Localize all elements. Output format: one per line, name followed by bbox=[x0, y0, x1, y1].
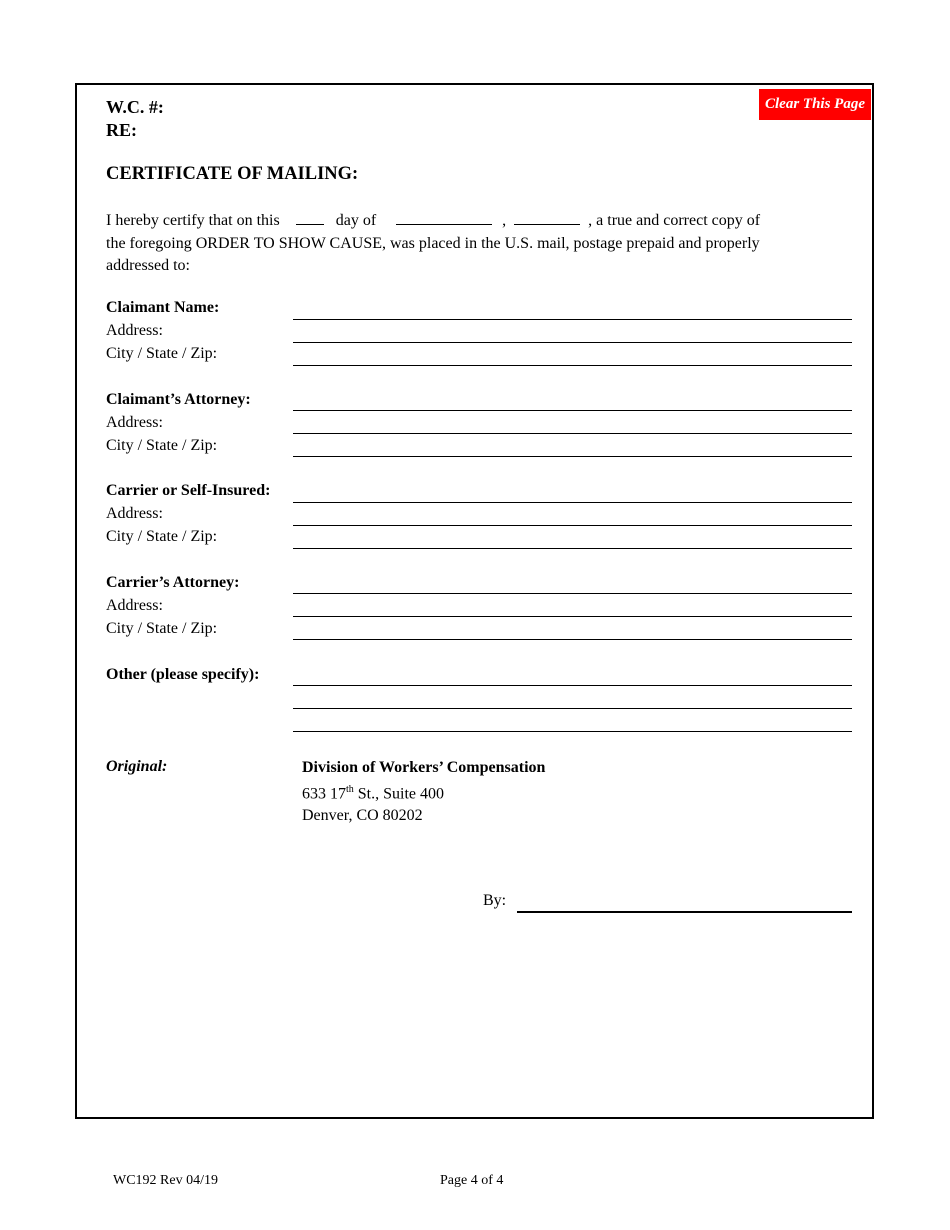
claimant-attorney-field[interactable] bbox=[293, 410, 852, 411]
carrier-attorney-city-field[interactable] bbox=[293, 639, 852, 640]
by-label: By: bbox=[483, 892, 507, 909]
year-field[interactable] bbox=[514, 210, 580, 225]
carrier-address-field[interactable] bbox=[293, 525, 852, 526]
street-suffix: th bbox=[346, 784, 354, 795]
page-number: Page 4 of 4 bbox=[440, 1173, 504, 1188]
page-title: CERTIFICATE OF MAILING: bbox=[106, 164, 359, 184]
carrier-city-field[interactable] bbox=[293, 548, 852, 549]
carrier-attorney-address-label: Address: bbox=[106, 597, 163, 614]
clear-page-button[interactable]: Clear This Page bbox=[759, 89, 871, 120]
other-label: Other (please specify): bbox=[106, 666, 260, 683]
month-field[interactable] bbox=[396, 210, 492, 225]
claimant-attorney-address-label: Address: bbox=[106, 414, 163, 431]
re-label: RE: bbox=[106, 120, 137, 140]
original-street bbox=[302, 779, 545, 805]
certify-line-3: addressed to: bbox=[106, 257, 190, 274]
other-field-1[interactable] bbox=[293, 685, 852, 686]
form-id: WC192 Rev 04/19 bbox=[113, 1173, 218, 1188]
certify-line-1 bbox=[106, 209, 760, 232]
carrier-attorney-city-label: City / State / Zip: bbox=[106, 620, 218, 637]
claimant-attorney-city-field[interactable] bbox=[293, 456, 852, 457]
other-field-3[interactable] bbox=[293, 731, 852, 732]
carrier-city-label: City / State / Zip: bbox=[106, 528, 218, 545]
certify-line-2: the foregoing ORDER TO SHOW CAUSE, was placed in the U.S. mail, postage prepaid and properly bbox=[106, 235, 760, 252]
carrier-attorney-address-field[interactable] bbox=[293, 616, 852, 617]
other-field-2[interactable] bbox=[293, 708, 852, 709]
original-label: Original: bbox=[106, 758, 168, 775]
claimant-address-field[interactable] bbox=[293, 342, 852, 343]
carrier-attorney-field[interactable] bbox=[293, 593, 852, 594]
street-number: 633 17 bbox=[302, 785, 346, 803]
carrier-label: Carrier or Self-Insured: bbox=[106, 482, 271, 499]
claimant-city-field[interactable] bbox=[293, 365, 852, 366]
claimant-city-label: City / State / Zip: bbox=[106, 345, 218, 362]
day-field[interactable] bbox=[296, 210, 324, 225]
wc-number-label: W.C. #: bbox=[106, 97, 164, 117]
original-org: Division of Workers’ Compensation bbox=[302, 759, 546, 776]
street-rest: St., Suite 400 bbox=[353, 785, 445, 803]
claimant-attorney-city-label: City / State / Zip: bbox=[106, 437, 218, 454]
carrier-address-label: Address: bbox=[106, 505, 163, 522]
claimant-name-label: Claimant Name: bbox=[106, 299, 220, 316]
claimant-name-field[interactable] bbox=[293, 319, 852, 320]
certify-text-2: day of bbox=[335, 212, 377, 229]
claimant-address-label: Address: bbox=[106, 322, 163, 339]
signature-field[interactable] bbox=[517, 911, 852, 913]
certify-comma: , bbox=[502, 212, 507, 229]
claimant-attorney-label: Claimant’s Attorney: bbox=[106, 391, 251, 408]
original-city: Denver, CO 80202 bbox=[302, 807, 423, 825]
certify-text-4: , a true and correct copy of bbox=[588, 212, 761, 229]
claimant-attorney-address-field[interactable] bbox=[293, 433, 852, 434]
certify-text-1: I hereby certify that on this bbox=[106, 212, 280, 229]
original-address bbox=[302, 757, 545, 827]
carrier-attorney-label: Carrier’s Attorney: bbox=[106, 574, 240, 591]
carrier-field[interactable] bbox=[293, 502, 852, 503]
